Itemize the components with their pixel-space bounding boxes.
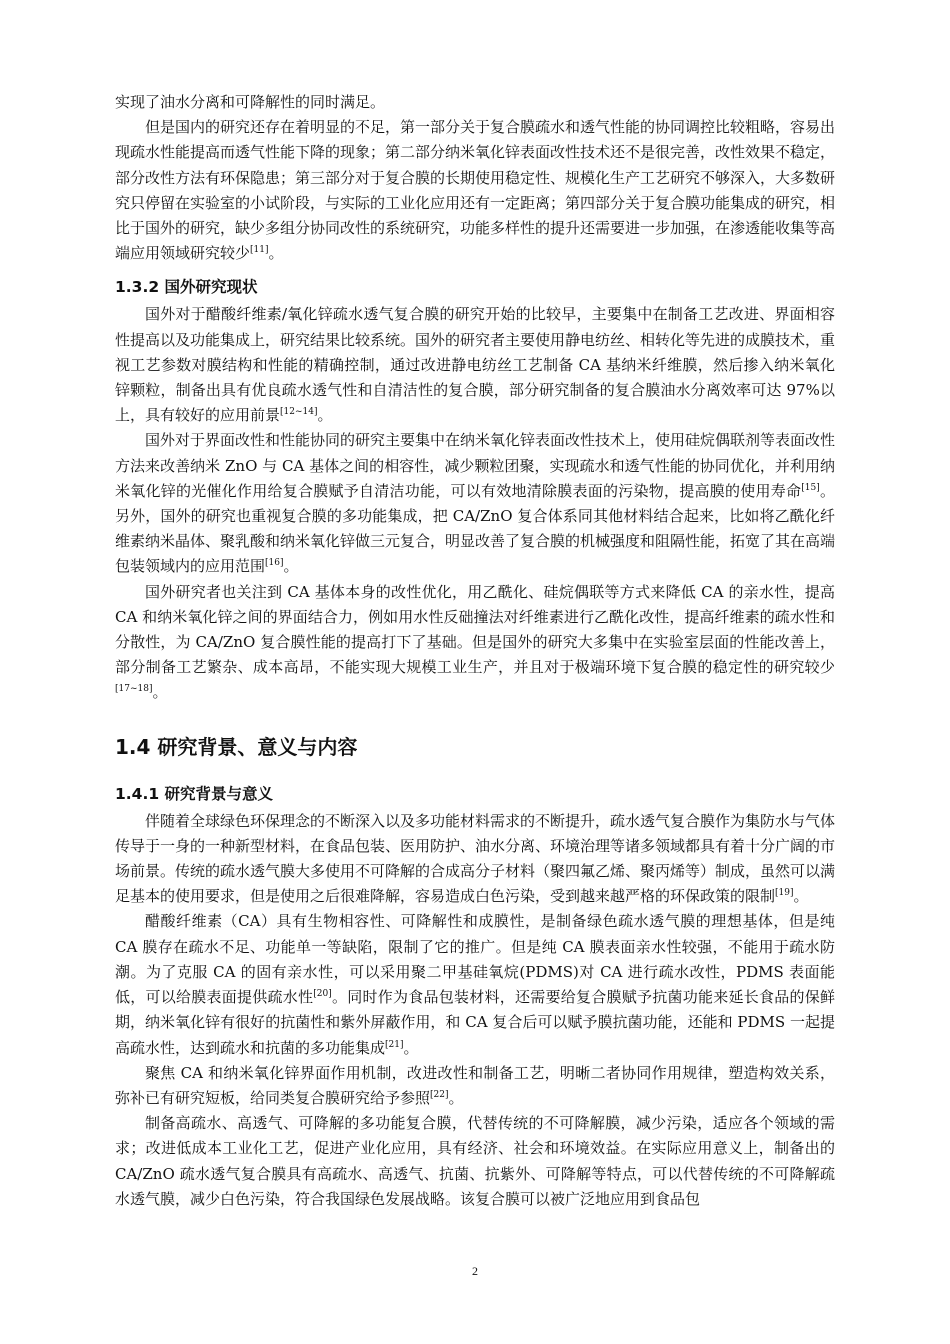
paragraph-foreign-research-1: 国外对于醋酸纤维素/氧化锌疏水透气复合膜的研究开始的比较早，主要集中在制备工艺改进、界面相容性提高以及功能集成上，研究结果比较系统。国外的研究者主要使用静电纺丝、相转化等先进的成膜技术，重视工艺参数对膜结构和性能的精确控制，通过改进静电纺丝工艺制备 CA 基纳米纤维膜，然后掺入纳米氧化锌颗粒，制备出具有优良疏水透气性和自清洁性的复合膜，部分研究制备的复合膜油水分离效率可达 97%以上，具有较好的应用前景[12~14]。	[115, 305, 836, 425]
section-heading-1-3-2: 1.3.2 国外研究现状	[115, 278, 258, 297]
paragraph-foreign-research-2: 国外对于界面改性和性能协同的研究主要集中在纳米氧化锌表面改性技术上，使用硅烷偶联剂等表面改性方法来改善纳米 ZnO 与 CA 基体之间的相容性，减少颗粒团聚，实现疏水和透气性能的协同优化，并利用纳米氧化锌的光催化作用给复合膜赋予自清洁功能，可以有效地清除膜表面的污染物，提高膜的使用寿命[15]。另外，国外的研究也重视复合膜的多功能集成，把 CA/ZnO 复合体系同其他材料结合起来，比如将乙酰化纤维素纳米晶体、聚乳酸和纳米氧化锌做三元复合，明显改善了复合膜的机械强度和阻隔性能，拓宽了其在高端包装领域内的应用范围[16]。	[115, 431, 836, 576]
paragraph-domestic-shortcomings: 但是国内的研究还存在着明显的不足，第一部分关于复合膜疏水和透气性能的协同调控比较粗略，容易出现疏水性能提高而透气性能下降的现象；第二部分纳米氧化锌表面改性技术还不是很完善，改性效果不稳定，部分改性方法有环保隐患；第三部分对于复合膜的长期使用稳定性、规模化生产工艺研究不够深入，大多数研究只停留在实验室的小试阶段，与实际的工业化应用还有一定距离；第四部分关于复合膜功能集成的研究，相比于国外的研究，缺少多组分协同改性的系统研究，功能多样性的提升还需要进一步加强，在渗透能收集等高端应用领域研究较少[11]。	[115, 118, 836, 263]
citation: [16]	[265, 558, 284, 569]
paragraph-foreign-research-3: 国外研究者也关注到 CA 基体本身的改性优化，用乙酰化、硅烷偶联等方式来降低 CA 的亲水性，提高 CA 和纳米氧化锌之间的界面结合力，例如用水性反础撞法对纤维素进行乙酰化改性，提高纤维素的疏水性和分散性，为 CA/ZnO 复合膜性能的提高打下了基础。但是国外的研究大多集中在实验室层面的性能改善上，部分制备工艺繁杂、成本高昂，不能实现大规模工业生产，并且对于极端环境下复合膜的稳定性的研究较少[17~18]。	[115, 582, 835, 702]
citation: [21]	[385, 1039, 404, 1050]
section-heading-1-4-1: 1.4.1 研究背景与意义	[115, 784, 274, 803]
paragraph-significance-1: 聚焦 CA 和纳米氧化锌界面作用机制，改进改性和制备工艺，明晰二者协同作用规律，塑造构效关系，弥补已有研究短板，给同类复合膜研究给予参照[22]。	[115, 1063, 835, 1107]
citation: [15]	[801, 482, 820, 493]
citation: [22]	[430, 1089, 449, 1100]
paragraph-background-1: 伴随着全球绿色环保理念的不断深入以及多功能材料需求的不断提升，疏水透气复合膜作为集防水与气体传导于一身的一种新型材料，在食品包装、医用防护、油水分离、环境治理等诸多领域都具有着十分广阔的市场前景。传统的疏水透气膜大多使用不可降解的合成高分子材料（聚四氟乙烯、聚丙烯等）制成，虽然可以满足基本的使用要求，但是使用之后很难降解，容易造成白色污染，受到越来越严格的环保政策的限制[19]。	[115, 811, 836, 906]
paragraph-continuation: 实现了油水分离和可降解性的同时满足。	[115, 93, 386, 111]
document-body	[115, 90, 835, 1212]
page-number: 2	[472, 1264, 478, 1278]
citation: [11]	[250, 245, 269, 256]
paragraph-significance-2: 制备高疏水、高透气、可降解的多功能复合膜，代替传统的不可降解膜，减少污染，适应各个领域的需求；改进低成本工业化工艺，促进产业化应用，具有经济、社会和环境效益。在实际应用意义上，制备出的 CA/ZnO 疏水透气复合膜具有高疏水、高透气、抗菌、抗紫外、可降解等特点，可以代替传统的不可降解疏水透气膜，减少白色污染，符合我国绿色发展战略。该复合膜可以被广泛地应用到食品包	[115, 1114, 835, 1208]
section-heading-1-4: 1.4 研究背景、意义与内容	[115, 734, 358, 759]
citation: [20]	[313, 989, 332, 1000]
citation: [12~14]	[280, 407, 318, 418]
citation: [19]	[775, 888, 794, 899]
paragraph-background-2: 醋酸纤维素（CA）具有生物相容性、可降解性和成膜性，是制备绿色疏水透气膜的理想基体，但是纯 CA 膜存在疏水不足、功能单一等缺陷，限制了它的推广。但是纯 CA 膜表面亲水性较强，不能用于疏水防潮。为了克服 CA 的固有亲水性，可以采用聚二甲基硅氧烷(PDMS)对 CA 进行疏水改性，PDMS 表面能低，可以给膜表面提供疏水性[20]。同时作为食品包装材料，还需要给复合膜赋予抗菌功能来延长食品的保鲜期，纳米氧化锌有很好的抗菌性和紫外屏蔽作用，和 CA 复合后可以赋予膜抗菌功能，还能和 PDMS 一起提高疏水性，达到疏水和抗菌的多功能集成[21]。	[115, 912, 835, 1057]
citation: [17~18]	[115, 684, 153, 695]
